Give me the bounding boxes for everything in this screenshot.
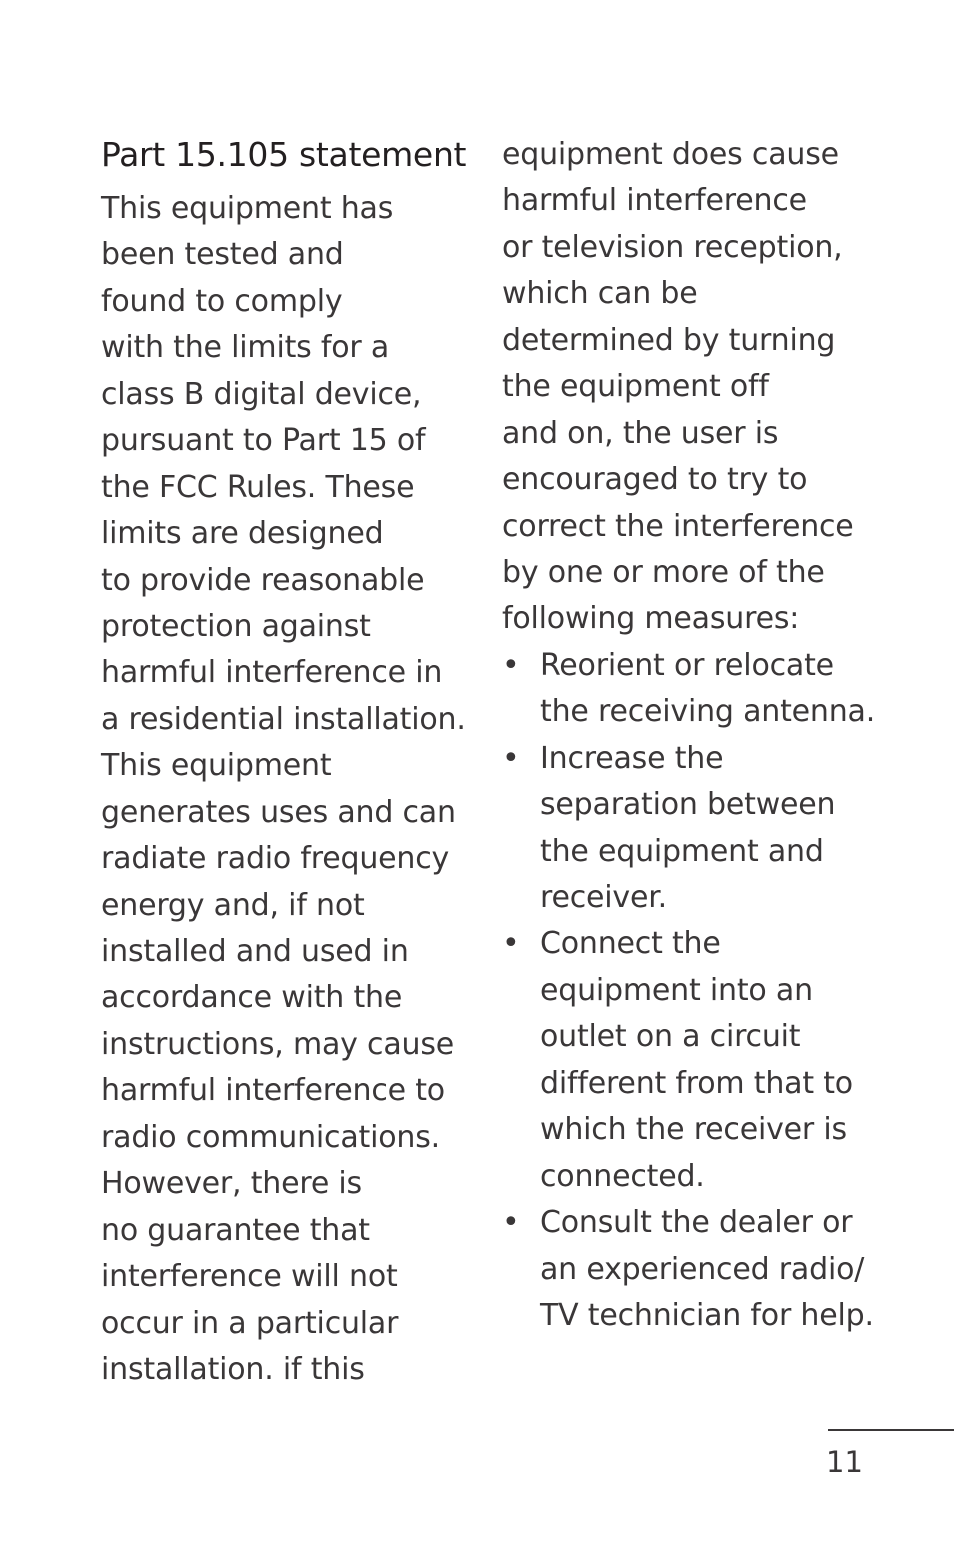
left-column-text [101, 186, 466, 1393]
text-line: harmful interference [502, 183, 807, 219]
text-line: limits are designed [101, 516, 384, 552]
bullet-line [502, 643, 875, 689]
list-item-text: outlet on a circuit [540, 1019, 801, 1055]
text-line: instructions, may cause [101, 1026, 455, 1062]
list-item-text: equipment into an [540, 972, 813, 1008]
bullet-line [502, 1200, 875, 1246]
text-line: been tested and [101, 237, 344, 273]
section-heading: Part 15.105 statement [101, 135, 467, 174]
text-line: generates uses and can [101, 794, 456, 830]
list-item-text: Connect the [540, 926, 721, 962]
list-item [502, 736, 875, 922]
list-item-text: the equipment and [540, 833, 824, 869]
text-line: harmful interference to [101, 1073, 445, 1109]
list-item-text: receiver. [540, 880, 667, 915]
text-line: protection against [101, 608, 371, 644]
text-line: This equipment [101, 748, 332, 784]
page-number-rule [828, 1429, 954, 1431]
text-line: energy and, if not [101, 887, 365, 923]
text-line: pursuant to Part 15 of [101, 423, 426, 459]
list-item-text: connected. [540, 1158, 705, 1194]
text-line: This equipment has [101, 191, 394, 226]
right-column-text [502, 132, 875, 1339]
text-line: a residential installation. [101, 701, 466, 737]
bullet-icon: • [502, 647, 520, 683]
measures-list [502, 643, 875, 1340]
list-item-text: Reorient or relocate [540, 647, 834, 683]
bullet-icon: • [502, 1205, 520, 1241]
text-line: to provide reasonable [101, 562, 425, 598]
list-item-text: which the receiver is [540, 1112, 847, 1148]
text-line: interference will not [101, 1259, 398, 1295]
text-line: determined by turning [502, 322, 836, 358]
list-item-text: Increase the [540, 740, 724, 776]
text-line: radiate radio frequency [101, 841, 450, 877]
list-item-text: TV technician for help. [540, 1297, 874, 1333]
text-line: and on, the user is [502, 415, 779, 451]
text-line: installed and used in [101, 934, 409, 969]
text-line: or television reception, [502, 229, 843, 265]
text-line: encouraged to try to [502, 462, 808, 498]
bullet-line [502, 921, 875, 967]
text-line: found to comply [101, 283, 343, 319]
text-line: with the limits for a [101, 330, 390, 366]
text-line: occur in a particular [101, 1305, 399, 1341]
list-item-text: Consult the dealer or [540, 1205, 853, 1241]
list-item [502, 643, 875, 736]
text-line: equipment does cause [502, 137, 839, 172]
page-number: 11 [826, 1445, 863, 1479]
text-line: harmful interference in [101, 655, 443, 691]
text-line: no guarantee that [101, 1212, 370, 1248]
text-line: accordance with the [101, 980, 403, 1016]
text-line: the FCC Rules. These [101, 469, 415, 505]
bullet-icon: • [502, 926, 520, 962]
list-item-text: an experienced radio/ [540, 1251, 865, 1287]
text-line: radio communications. [101, 1119, 440, 1155]
text-line: which can be [502, 276, 698, 312]
list-item-text: the receiving antenna. [540, 694, 876, 730]
text-line: installation. if this [101, 1351, 365, 1387]
list-item [502, 1200, 875, 1339]
text-line: by one or more of the [502, 554, 825, 590]
text-line: class B digital device, [101, 376, 422, 412]
bullet-line [502, 736, 875, 782]
text-line: the equipment off [502, 369, 769, 405]
list-item [502, 921, 875, 1200]
text-line: However, there is [101, 1166, 362, 1202]
text-line: correct the interference [502, 508, 854, 544]
list-item-text: different from that to [540, 1065, 853, 1101]
bullet-icon: • [502, 740, 520, 776]
text-line: following measures: [502, 601, 800, 637]
list-item-text: separation between [540, 787, 836, 823]
